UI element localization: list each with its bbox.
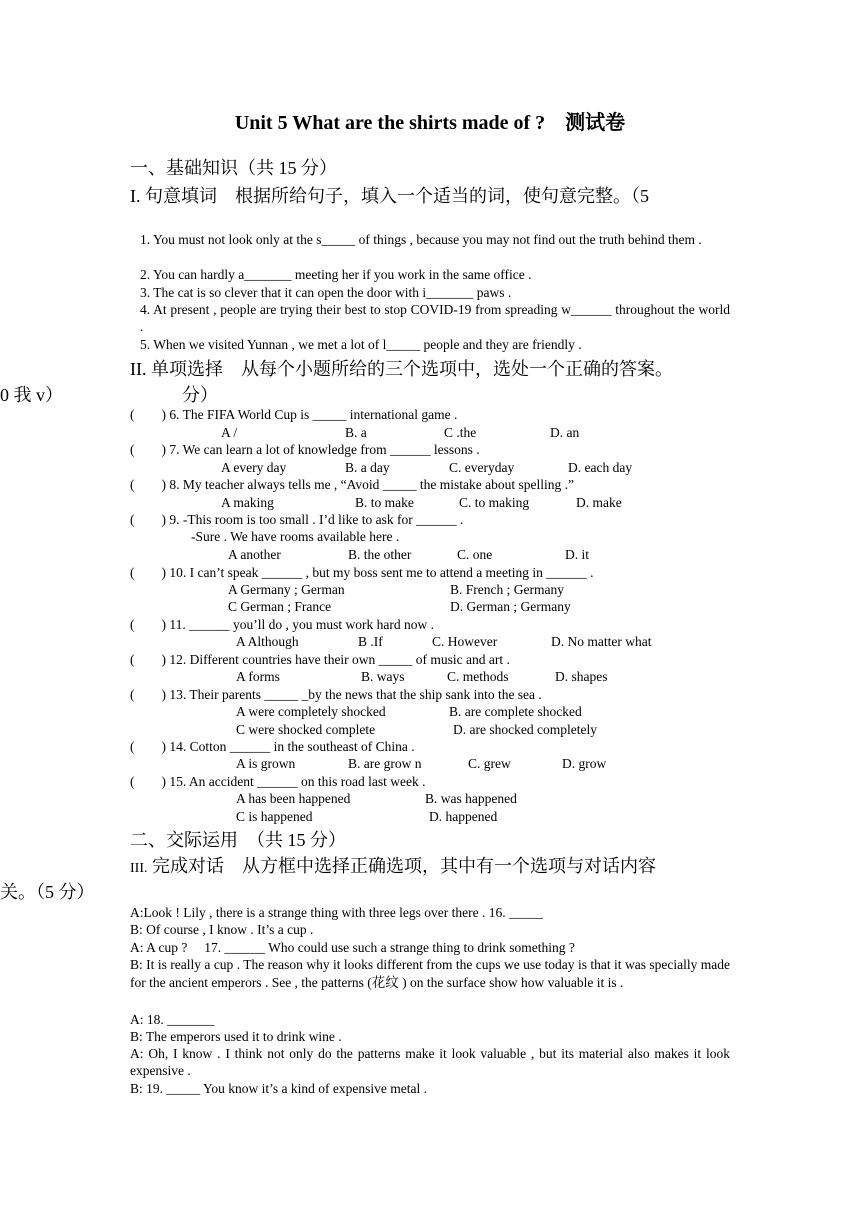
question: ( ) 12. Different countries have their own _____ of music and art . bbox=[130, 652, 510, 667]
option: C .the bbox=[444, 425, 477, 440]
question: ( ) 15. An accident ______ on this road last week . bbox=[130, 774, 426, 789]
fill-item: 1. You must not look only at the s_____ of things , because you may not find out the truth behind them . bbox=[140, 232, 702, 247]
dialogue-line: B: Of course , I know . It’s a cup . bbox=[130, 922, 314, 937]
option: B. the other bbox=[348, 547, 412, 562]
question: ( ) 10. I can’t speak ______ , but my boss sent me to attend a meeting in ______ . bbox=[130, 565, 594, 580]
dialogue-line: B: 19. _____ You know it’s a kind of expensive metal . bbox=[130, 1081, 427, 1096]
option: C. methods bbox=[447, 669, 509, 684]
part-1-heading: I. 句意填词 根据所给句子，填入一个适当的词，使句意完整。（5 bbox=[130, 186, 649, 206]
dialogue-line: A:Look ! Lily , there is a strange thing with three legs over there . 16. _____ bbox=[130, 905, 543, 920]
option: B. a bbox=[345, 425, 367, 440]
option: B .If bbox=[358, 634, 383, 649]
dialogue-line: A: A cup ? 17. ______ Who could use such a strange thing to drink something ? bbox=[130, 940, 575, 955]
part-3-cut-text: 关。（5 分） bbox=[0, 882, 95, 902]
option: C is happened bbox=[236, 809, 313, 824]
option: D. each day bbox=[568, 460, 633, 475]
option: B. French ; Germany bbox=[450, 582, 564, 597]
option: C. one bbox=[457, 547, 493, 562]
option: A Although bbox=[236, 634, 299, 649]
page-title: Unit 5 What are the shirts made of ? 测试卷 bbox=[234, 112, 626, 134]
option: A Germany ; German bbox=[228, 582, 345, 597]
option: B. ways bbox=[361, 669, 405, 684]
dialogue-line: A: 18. _______ bbox=[130, 1012, 215, 1027]
option: A is grown bbox=[236, 756, 296, 771]
question: ( ) 13. Their parents _____ _by the news that the ship sank into the sea . bbox=[130, 687, 542, 702]
option: C were shocked complete bbox=[236, 722, 376, 737]
option: D. grow bbox=[562, 756, 607, 771]
option: A every day bbox=[221, 460, 287, 475]
option: A has been happened bbox=[236, 791, 351, 806]
option: C. to making bbox=[459, 495, 530, 510]
fill-item: 2. You can hardly a_______ meeting her if you work in the same office . bbox=[140, 267, 532, 282]
option: A forms bbox=[236, 669, 280, 684]
option: C German ; France bbox=[228, 599, 332, 614]
option: B. are grow n bbox=[348, 756, 422, 771]
option: A / bbox=[221, 425, 238, 440]
option: B. are complete shocked bbox=[449, 704, 582, 719]
question: ( ) 11. ______ you’ll do , you must work hard now . bbox=[130, 617, 434, 632]
option: B. a day bbox=[345, 460, 390, 475]
option: C. everyday bbox=[449, 460, 515, 475]
part-3-number: III. bbox=[130, 861, 148, 876]
option: D. an bbox=[550, 425, 580, 440]
dialogue-line: B: The emperors used it to drink wine . bbox=[130, 1029, 342, 1044]
option: A were completely shocked bbox=[236, 704, 386, 719]
option: D. German ; Germany bbox=[450, 599, 571, 614]
dialogue-line: A: Oh, I know . I think not only do the patterns make it look valuable , but its material also makes it look expensive . bbox=[130, 1046, 730, 1078]
part-2-cut-text: 0 我 v） bbox=[0, 385, 63, 405]
option: A another bbox=[228, 547, 281, 562]
fill-item: 3. The cat is so clever that it can open the door with i_______ paws . bbox=[140, 285, 512, 300]
option: D. it bbox=[565, 547, 590, 562]
question: ( ) 7. We can learn a lot of knowledge from ______ lessons . bbox=[130, 442, 480, 457]
part-3-heading bbox=[130, 852, 656, 878]
option: D. No matter what bbox=[551, 634, 652, 649]
part-2-heading: II. 单项选择 从每个小题所给的三个选项中，选处一个正确的答案。 bbox=[130, 359, 673, 379]
option: A making bbox=[221, 495, 274, 510]
part-3-text: 完成对话 从方框中选择正确选项，其中有一个选项与对话内容 bbox=[147, 856, 656, 876]
option: B. was happened bbox=[425, 791, 517, 806]
option: C. However bbox=[432, 634, 498, 649]
section-1-heading: 一、基础知识（共 15 分） bbox=[130, 158, 337, 178]
option: D. happened bbox=[429, 809, 498, 824]
part-2-heading-cont: 分） bbox=[182, 385, 218, 405]
fill-item: 5. When we visited Yunnan , we met a lot of l_____ people and they are friendly . bbox=[140, 337, 582, 352]
option: B. to make bbox=[355, 495, 414, 510]
option: C. grew bbox=[468, 756, 511, 771]
fill-item: 4. At present , people are trying their best to stop COVID-19 from spreading w______ throughout the world . bbox=[140, 302, 730, 334]
option: D. are shocked completely bbox=[453, 722, 597, 737]
question: ( ) 9. -This room is too small . I’d like to ask for ______ . bbox=[130, 512, 464, 527]
question: ( ) 8. My teacher always tells me , “Avoid _____ the mistake about spelling .” bbox=[130, 477, 575, 492]
question: ( ) 6. The FIFA World Cup is _____ international game . bbox=[130, 407, 458, 422]
section-2-heading: 二、交际运用 （共 15 分） bbox=[130, 830, 346, 850]
option: D. make bbox=[576, 495, 622, 510]
question: ( ) 14. Cotton ______ in the southeast of China . bbox=[130, 739, 415, 754]
option: D. shapes bbox=[555, 669, 608, 684]
dialogue-line: B: It is really a cup . The reason why it looks different from the cups we use today is that it was specially made for the ancient emperors . See , the patterns (花纹 ) on the surface show how valuable it is . bbox=[130, 957, 730, 990]
question-line-2: -Sure . We have rooms available here . bbox=[191, 529, 400, 544]
